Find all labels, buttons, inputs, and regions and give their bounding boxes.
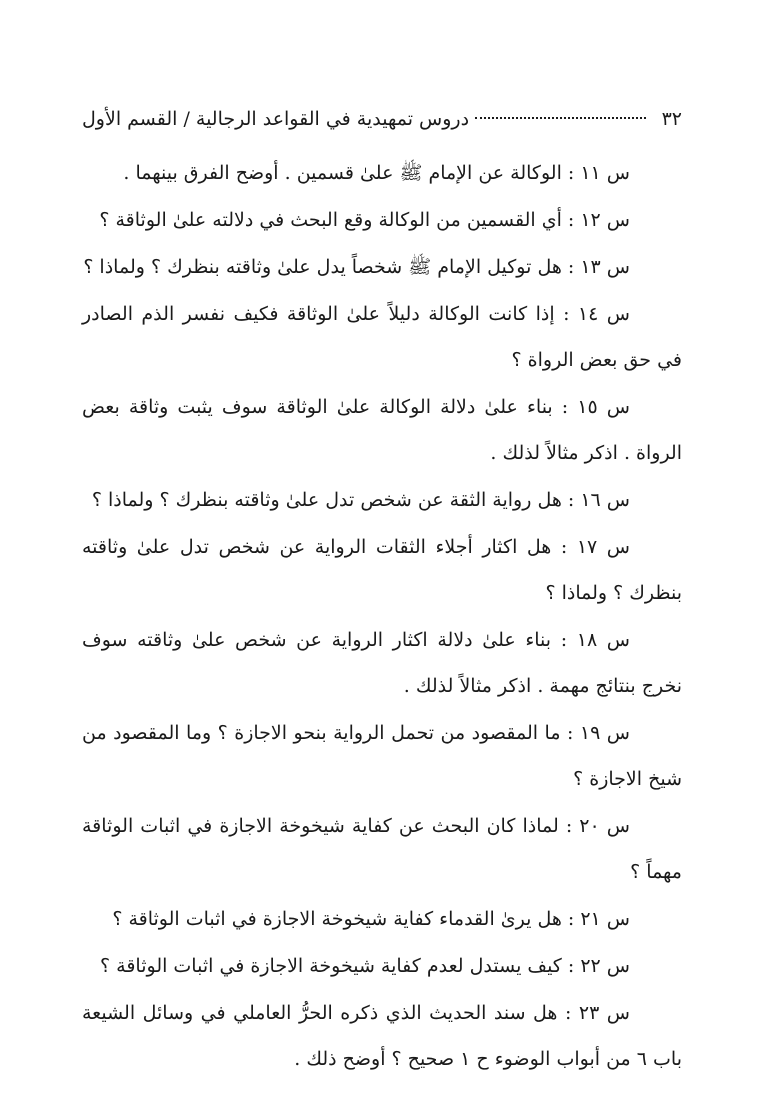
- running-title: دروس تمهيدية في القواعد الرجالية / القسم الأول: [82, 108, 470, 130]
- page-header: [82, 108, 682, 136]
- question-12: س ١٢ : أي القسمين من الوكالة وقع البحث في دلالته علىٰ الوثاقة ؟: [99, 209, 630, 231]
- question-19: س ١٩ : ما المقصود من تحمل الرواية بنحو الاجازة ؟ وما المقصود من شيخ الاجازة ؟: [82, 722, 682, 790]
- question-11: س ١١ : الوكالة عن الإمام ﷺ علىٰ قسمين . أوضح الفرق بينهما .: [123, 162, 630, 184]
- question-22: س ٢٢ : كيف يستدل لعدم كفاية شيخوخة الاجازة في اثبات الوثاقة ؟: [100, 955, 630, 977]
- header-leader-dots: [475, 117, 646, 119]
- question-23: س ٢٣ : هل سند الحديث الذي ذكره الحرُّ العاملي في وسائل الشيعة باب ٦ من أبواب الوضوء ح ١ صحيح ؟ أوضح ذلك .: [82, 1002, 682, 1070]
- question-14: س ١٤ : إذا كانت الوكالة دليلاً علىٰ الوثاقة فكيف نفسر الذم الصادر في حق بعض الرواة ؟: [82, 303, 682, 371]
- question-13: س ١٣ : هل توكيل الإمام ﷺ شخصاً يدل علىٰ وثاقته بنظرك ؟ ولماذا ؟: [83, 256, 630, 278]
- page-number: ٣٢: [661, 108, 682, 130]
- question-15: س ١٥ : بناء علىٰ دلالة الوكالة علىٰ الوثاقة سوف يثبت وثاقة بعض الرواة . اذكر مثالاً لذلك .: [82, 396, 682, 464]
- review-questions: [82, 150, 682, 1082]
- question-18: س ١٨ : بناء علىٰ دلالة اكثار الرواية عن شخص علىٰ وثاقته سوف نخرج بنتائج مهمة . اذكر مثالاً لذلك .: [82, 629, 682, 697]
- question-17: س ١٧ : هل اكثار أجلاء الثقات الرواية عن شخص تدل علىٰ وثاقته بنظرك ؟ ولماذا ؟: [82, 536, 682, 604]
- question-16: س ١٦ : هل رواية الثقة عن شخص تدل علىٰ وثاقته بنظرك ؟ ولماذا ؟: [91, 489, 630, 511]
- question-20: س ٢٠ : لماذا كان البحث عن كفاية شيخوخة الاجازة في اثبات الوثاقة مهماً ؟: [82, 815, 682, 883]
- question-21: س ٢١ : هل يرىٰ القدماء كفاية شيخوخة الاجازة في اثبات الوثاقة ؟: [112, 908, 630, 930]
